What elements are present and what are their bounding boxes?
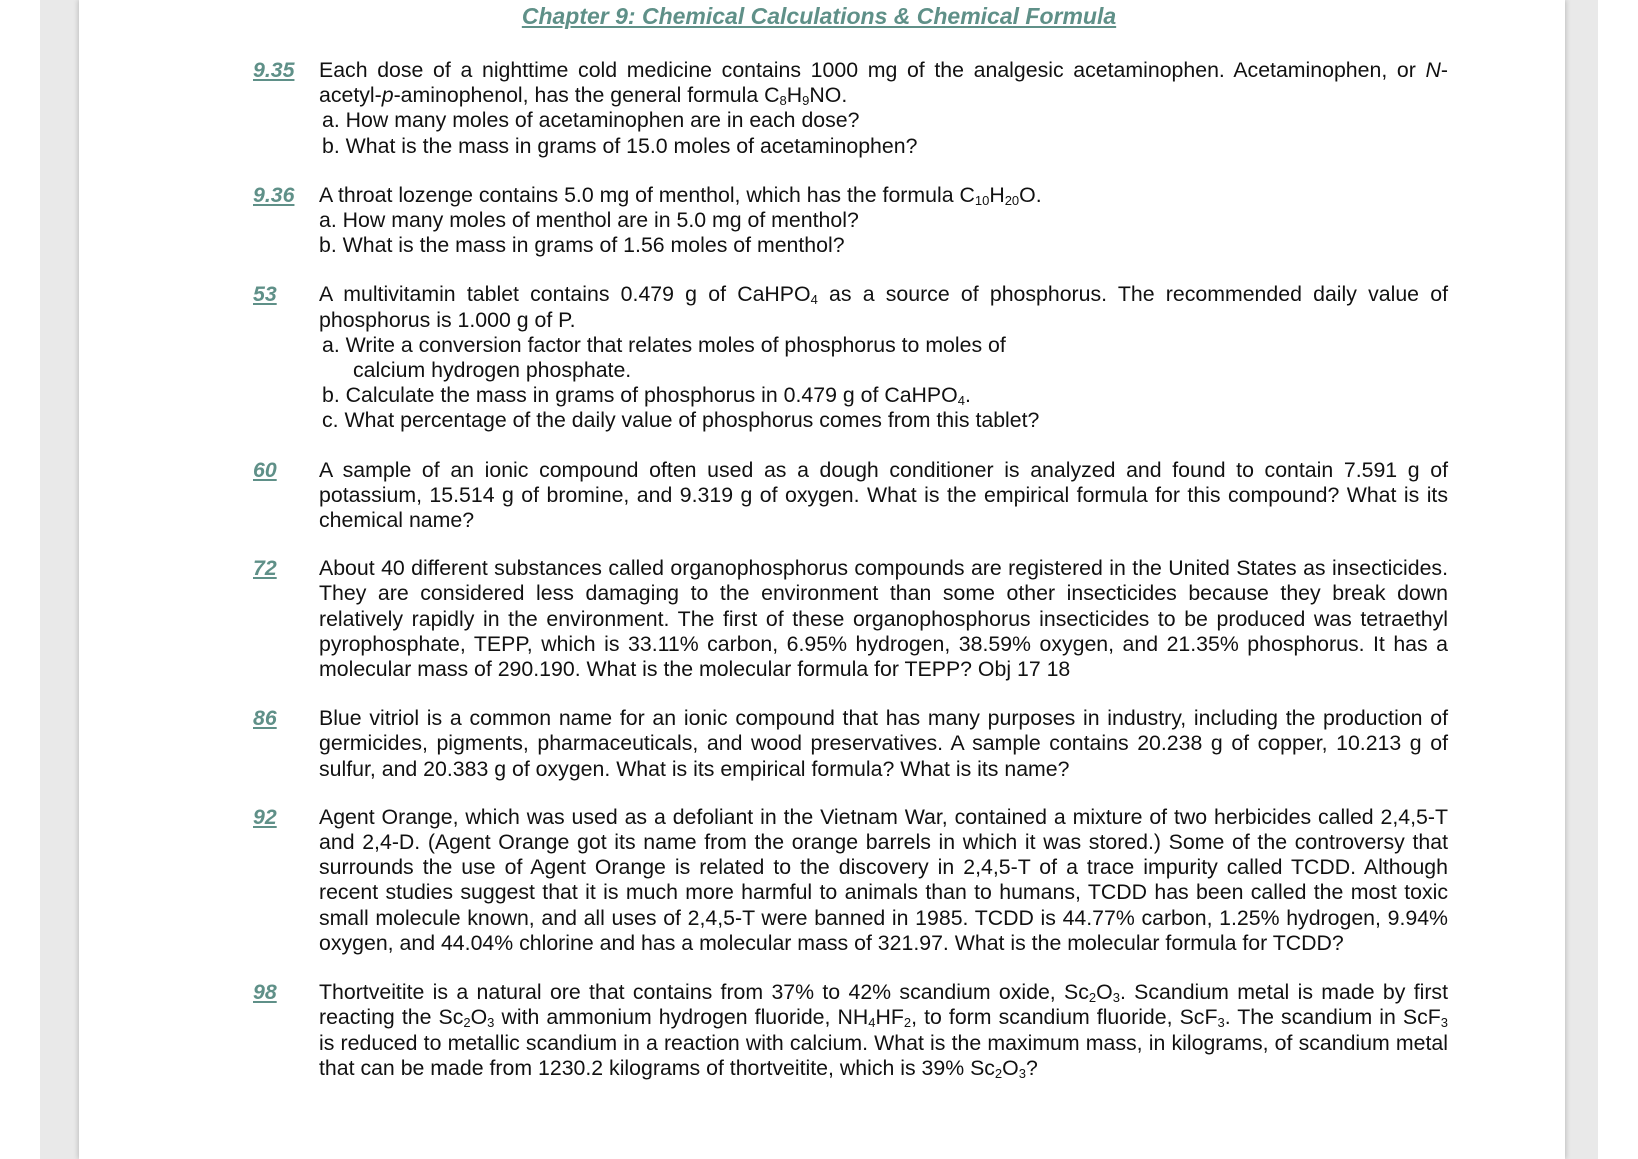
problem-stem: Blue vitriol is a common name for an ionic compound that has many purposes in industry, including the production of germicides, pigments, pharmaceuticals, and wood preservatives. A sample contains 20.238 g of copper, 10.213 g of sulfur, and 20.383 g of oxygen. What is its empirical formula? What is its name? — [319, 706, 1448, 781]
problem-98 — [253, 980, 1448, 1081]
problem-number-link[interactable]: 9.35 — [253, 58, 295, 82]
problem-92 — [253, 805, 1448, 956]
problem-part-a: a. How many moles of menthol are in 5.0 mg of menthol? — [319, 208, 859, 233]
problem-9-36 — [253, 183, 1448, 259]
problem-60 — [253, 458, 1448, 534]
problem-9-35 — [253, 58, 1448, 159]
problem-list — [253, 58, 1448, 1081]
problem-part-b: b. What is the mass in grams of 15.0 moles of acetaminophen? — [322, 133, 918, 158]
problem-stem: A multivitamin tablet contains 0.479 g of CaHPO$_4$ as a source of phosphorus. The recommended daily value of phosphorus is 1.000 g of P. — [319, 282, 1448, 332]
problem-stem: Agent Orange, which was used as a defoliant in the Vietnam War, contained a mixture of two herbicides called 2,4,5-T and 2,4-D. (Agent Orange got its name from the orange barrels in which it was stored.) Some of the controversy that surrounds the use of Agent Orange is related to the discovery in 2,4,5-T of a trace impurity called TCDD. Although recent studies suggest that it is much more harmful to animals than to humans, TCDD has been called the most toxic small molecule known, and all uses of 2,4,5-T were banned in 1985. TCDD is 44.77% carbon, 1.25% hydrogen, 9.94% oxygen, and 44.04% chlorine and has a molecular mass of 321.97. What is the molecular formula for TCDD? — [319, 804, 1448, 955]
chapter-title: Chapter 9: Chemical Calculations & Chemical Formula — [521, 3, 1117, 29]
problem-stem: A sample of an ionic compound often used as a dough conditioner is analyzed and found to contain 7.591 g of potassium, 15.514 g of bromine, and 9.319 g of oxygen. What is the empirical formula for this compound? What is its chemical name? — [319, 457, 1448, 533]
problem-stem: About 40 different substances called organophosphorus compounds are registered in the United States as insecticides. They are considered less damaging to the environment than some other insecticides because they break down relatively rapidly in the environment. The first of these organophosphorus insecticides to be produced was tetraethyl pyrophosphate, TEPP, which is 33.11% carbon, 6.95% hydrogen, 38.59% oxygen, and 21.35% phosphorus. It has a molecular mass of 290.190. What is the molecular formula for TEPP? Obj 17 18 — [319, 556, 1448, 682]
problem-stem: A throat lozenge contains 5.0 mg of menthol, which has the formula $C_{10}H_{20}O$. — [319, 182, 1042, 208]
problem-72 — [253, 556, 1448, 682]
problem-number-link[interactable]: 86 — [253, 706, 277, 731]
problem-number-link[interactable]: 53 — [253, 282, 277, 307]
problem-part-b: b. What is the mass in grams of 1.56 moles of menthol? — [319, 233, 845, 258]
problem-53 — [253, 282, 1448, 433]
page-margin-right — [1598, 0, 1638, 1159]
problem-number-link[interactable]: 60 — [253, 457, 277, 482]
problem-number-link[interactable]: 72 — [253, 556, 277, 581]
problem-stem: Each dose of a nighttime cold medicine contains 1000 mg of the analgesic acetaminophen. Acetaminophen, or N-acetyl-p-aminophenol, has the general formula $C_8H_9NO$. — [319, 58, 1448, 109]
problem-stem: Thortveitite is a natural ore that contains from 37% to 42% scandium oxide, $Sc_2O_3$. Scandium metal is made by first reacting the $Sc_2O_3$ with ammonium hydrogen fluoride, $NH_4HF_2$, to form scandium fluoride, ScF$_3$. The scandium in ScF$_3$ is reduced to metallic scandium in a reaction with calcium. What is the maximum mass, in kilograms, of scandium metal that can be made from 1230.2 kilograms of thortveitite, which is 39% $Sc_2O_3$? — [319, 980, 1448, 1081]
problem-part-a-continued: calcium hydrogen phosphate. — [353, 358, 632, 383]
problem-number-link[interactable]: 92 — [253, 804, 277, 829]
problem-number-link[interactable]: 98 — [253, 980, 277, 1005]
problem-part-a: a. How many moles of acetaminophen are in each dose? — [322, 108, 860, 133]
problem-part-c: c. What percentage of the daily value of phosphorus comes from this tablet? — [322, 408, 1040, 433]
problem-part-b: b. Calculate the mass in grams of phosphorus in 0.479 g of CaHPO$_4$. — [322, 383, 971, 409]
problem-part-a: a. Write a conversion factor that relates moles of phosphorus to moles of — [322, 332, 1006, 357]
page-margin-left — [0, 0, 40, 1159]
problem-number-link[interactable]: 9.36 — [253, 182, 295, 207]
problem-86 — [253, 706, 1448, 782]
viewer-gutter-left — [40, 0, 79, 1159]
